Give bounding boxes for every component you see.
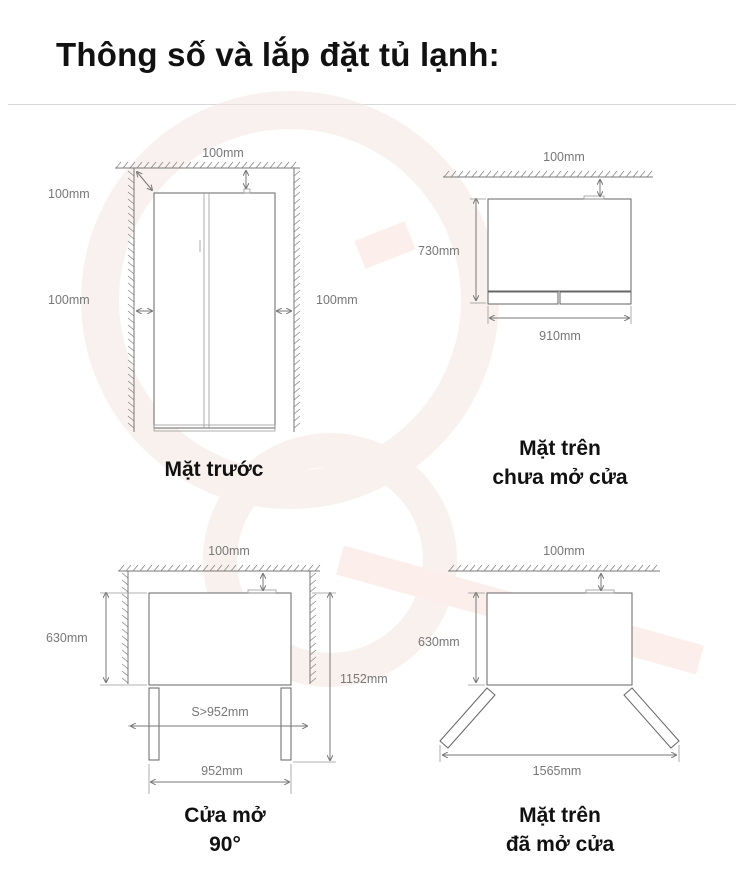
hatch-mark [175, 565, 180, 571]
hatch-mark [549, 171, 554, 177]
hatch-mark [128, 339, 134, 344]
hatch-mark [526, 565, 531, 571]
hatch-mark [633, 171, 638, 177]
door90-caption [140, 801, 310, 859]
hatch-mark [294, 206, 300, 211]
hatch-mark [533, 565, 538, 571]
hatch-mark [238, 565, 243, 571]
hatch-mark [310, 636, 316, 641]
hatch-mark [287, 565, 292, 571]
hatch-mark [122, 608, 128, 613]
fridge-front [154, 193, 275, 428]
hatch-mark [294, 332, 300, 337]
hatch-mark [119, 565, 124, 571]
hatch-mark [308, 565, 313, 571]
hatch-mark [245, 565, 250, 571]
hatch-mark [568, 565, 573, 571]
hatch-mark [128, 311, 134, 316]
left-door-swung [440, 688, 495, 748]
hatch-mark [294, 374, 300, 379]
hatch-mark [128, 325, 134, 330]
hatch-mark [310, 594, 316, 599]
hatch-mark [122, 671, 128, 676]
hatch-mark [207, 162, 212, 168]
hatch-mark [294, 297, 300, 302]
hatch-mark [310, 573, 316, 578]
hatch-mark [263, 162, 268, 168]
hatch-mark [294, 192, 300, 197]
hatch-mark [535, 171, 540, 177]
hatch-mark [294, 381, 300, 386]
hatch-mark [122, 622, 128, 627]
hatch-mark [193, 162, 198, 168]
top-closed-back-gap-label: 100mm [543, 150, 585, 164]
hatch-mark [493, 171, 498, 177]
hatch-mark [575, 565, 580, 571]
hatch-mark [589, 565, 594, 571]
hatch-mark [554, 565, 559, 571]
hatch-mark [140, 565, 145, 571]
hatch-mark [610, 565, 615, 571]
front-caption [134, 455, 294, 484]
hatch-mark [128, 346, 134, 351]
hatch-mark [128, 332, 134, 337]
hatch-mark [294, 171, 300, 176]
hatch-mark [652, 565, 657, 571]
hatch-mark [310, 643, 316, 648]
top-closed-caption [460, 434, 660, 492]
fridge-top-door90 [149, 593, 291, 685]
hatch-mark [294, 339, 300, 344]
hatch-mark [310, 601, 316, 606]
fridge-top-open [487, 593, 632, 685]
top-closed-caption-line2: chưa mở cửa [492, 466, 628, 489]
hatch-mark [128, 269, 134, 274]
hatch-mark [561, 565, 566, 571]
hatch-mark [514, 171, 519, 177]
hatch-mark [249, 162, 254, 168]
door90-caption-line2: 90° [209, 833, 241, 856]
hatch-mark [521, 171, 526, 177]
hatch-mark [270, 162, 275, 168]
hatch-mark [122, 587, 128, 592]
right-door-swung [624, 688, 679, 748]
hatch-mark [500, 171, 505, 177]
hatch-mark [294, 227, 300, 232]
hatch-mark [540, 565, 545, 571]
hatch-mark [242, 162, 247, 168]
hatch-mark [273, 565, 278, 571]
hatch-mark [570, 171, 575, 177]
hatch-mark [294, 318, 300, 323]
hatch-mark [479, 171, 484, 177]
hatch-mark [315, 565, 320, 571]
hatch-mark [228, 162, 233, 168]
hatch-mark [631, 565, 636, 571]
hatch-mark [214, 162, 219, 168]
hatch-mark [196, 565, 201, 571]
front-corner-gap-label: 100mm [48, 187, 90, 201]
door90-depth-label: 630mm [46, 631, 88, 645]
hatch-mark [252, 565, 257, 571]
hatch-mark [128, 318, 134, 323]
hatch-mark [310, 615, 316, 620]
hatch-mark [123, 162, 128, 168]
hatch-mark [128, 248, 134, 253]
hatch-mark [128, 241, 134, 246]
hatch-mark [294, 423, 300, 428]
hatch-mark [294, 304, 300, 309]
hatch-mark [472, 171, 477, 177]
right-door-open [281, 688, 291, 760]
hatch-mark [294, 395, 300, 400]
hatch-mark [484, 565, 489, 571]
page-title: Thông số và lắp đặt tủ lạnh: [56, 36, 500, 73]
top-open-caption-line2: đã mở cửa [505, 833, 615, 856]
hatch-mark [626, 171, 631, 177]
hatch-mark [294, 185, 300, 190]
hatch-mark [294, 255, 300, 260]
hatch-mark [133, 565, 138, 571]
hatch-mark [294, 416, 300, 421]
hatch-mark [294, 388, 300, 393]
hatch-mark [259, 565, 264, 571]
hatch-mark [200, 162, 205, 168]
hatch-mark [645, 565, 650, 571]
hatch-mark [591, 171, 596, 177]
hatch-mark [294, 269, 300, 274]
hatch-mark [122, 643, 128, 648]
fridge-top-closed [488, 199, 631, 291]
front-right-gap-label: 100mm [316, 293, 358, 307]
hatch-mark [161, 565, 166, 571]
hatch-mark [122, 636, 128, 641]
hatch-mark [310, 608, 316, 613]
hatch-mark [294, 199, 300, 204]
hatch-mark [491, 565, 496, 571]
hatch-mark [605, 171, 610, 177]
hatch-mark [563, 171, 568, 177]
hatch-mark [486, 171, 491, 177]
hatch-mark [624, 565, 629, 571]
front-left-gap-label: 100mm [48, 293, 90, 307]
hatch-mark [465, 171, 470, 177]
top-open-depth-label: 630mm [418, 635, 460, 649]
hatch-mark [619, 171, 624, 177]
hatch-mark [294, 346, 300, 351]
hatch-mark [256, 162, 261, 168]
hatch-mark [294, 234, 300, 239]
hatch-mark [294, 311, 300, 316]
hatch-mark [294, 276, 300, 281]
hatch-mark [294, 248, 300, 253]
hatch-mark [294, 360, 300, 365]
hatch-mark [310, 587, 316, 592]
hatch-mark [116, 162, 121, 168]
hatch-mark [638, 565, 643, 571]
hatch-mark [294, 241, 300, 246]
hatch-mark [189, 565, 194, 571]
hatch-mark [603, 565, 608, 571]
hatch-mark [266, 565, 271, 571]
hatch-mark [617, 565, 622, 571]
hatch-mark [128, 262, 134, 267]
hatch-mark [284, 162, 289, 168]
hatch-mark [310, 629, 316, 634]
top-open-span-label: 1565mm [532, 764, 582, 778]
hatch-mark [294, 283, 300, 288]
hatch-mark [221, 162, 226, 168]
hatch-mark [294, 325, 300, 330]
hatch-mark [122, 664, 128, 669]
hatch-mark [577, 171, 582, 177]
hatch-mark [310, 622, 316, 627]
top-open-caption [460, 801, 660, 859]
hatch-mark [301, 565, 306, 571]
hatch-mark [528, 171, 533, 177]
top-closed-caption-line1: Mặt trên [519, 437, 601, 460]
hatch-mark [280, 565, 285, 571]
hatch-mark [277, 162, 282, 168]
hatch-mark [128, 353, 134, 358]
hatch-mark [612, 171, 617, 177]
hatch-mark [584, 171, 589, 177]
hatch-mark [128, 283, 134, 288]
hatch-mark [122, 678, 128, 683]
hatch-mark [512, 565, 517, 571]
door90-caption-line1: Cửa mở [184, 804, 266, 827]
hatch-mark [519, 565, 524, 571]
hatch-mark [547, 565, 552, 571]
top-open-caption-line1: Mặt trên [519, 804, 601, 827]
hatch-mark [122, 629, 128, 634]
hatch-mark [147, 565, 152, 571]
hatch-mark [126, 565, 131, 571]
door90-back-gap-label: 100mm [208, 544, 250, 558]
hatch-mark [235, 162, 240, 168]
top-closed-depth-label: 730mm [418, 244, 460, 258]
hatch-mark [294, 262, 300, 267]
hatch-mark [122, 615, 128, 620]
hatch-mark [128, 304, 134, 309]
door90-open-span-label: S>952mm [191, 705, 249, 719]
hatch-mark [291, 162, 296, 168]
hatch-mark [647, 171, 652, 177]
top-closed-width-label: 910mm [539, 329, 581, 343]
hatch-mark [542, 171, 547, 177]
hatch-mark [470, 565, 475, 571]
hatch-mark [294, 409, 300, 414]
hatch-mark [122, 650, 128, 655]
hatch-mark [498, 565, 503, 571]
door90-total-depth-label: 1152mm [340, 672, 388, 686]
hatch-mark [596, 565, 601, 571]
front-caption-text: Mặt trước [164, 458, 264, 481]
hatch-mark [458, 171, 463, 177]
hatch-mark [640, 171, 645, 177]
hatch-mark [463, 565, 468, 571]
hatch-mark [477, 565, 482, 571]
hatch-mark [128, 297, 134, 302]
hatch-mark [598, 171, 603, 177]
hatch-mark [294, 178, 300, 183]
hatch-mark [168, 565, 173, 571]
hatch-mark [294, 353, 300, 358]
hatch-mark [122, 601, 128, 606]
hatch-mark [556, 171, 561, 177]
hatch-mark [128, 276, 134, 281]
hatch-mark [182, 565, 187, 571]
hatch-mark [582, 565, 587, 571]
hatch-mark [294, 220, 300, 225]
hatch-mark [154, 565, 159, 571]
hatch-mark [122, 594, 128, 599]
hatch-mark [294, 290, 300, 295]
hatch-mark [294, 402, 300, 407]
hatch-mark [128, 255, 134, 260]
front-top-gap-label: 100mm [202, 146, 244, 160]
hatch-mark [294, 367, 300, 372]
hatch-mark [128, 290, 134, 295]
hatch-mark [294, 565, 299, 571]
hatch-mark [505, 565, 510, 571]
hatch-mark [310, 580, 316, 585]
hatch-mark [507, 171, 512, 177]
hatch-mark [122, 657, 128, 662]
hatch-mark [294, 213, 300, 218]
hatch-mark [122, 580, 128, 585]
door90-width-label: 952mm [201, 764, 243, 778]
left-door-open [149, 688, 159, 760]
hatch-mark [122, 573, 128, 578]
top-open-back-gap-label: 100mm [543, 544, 585, 558]
